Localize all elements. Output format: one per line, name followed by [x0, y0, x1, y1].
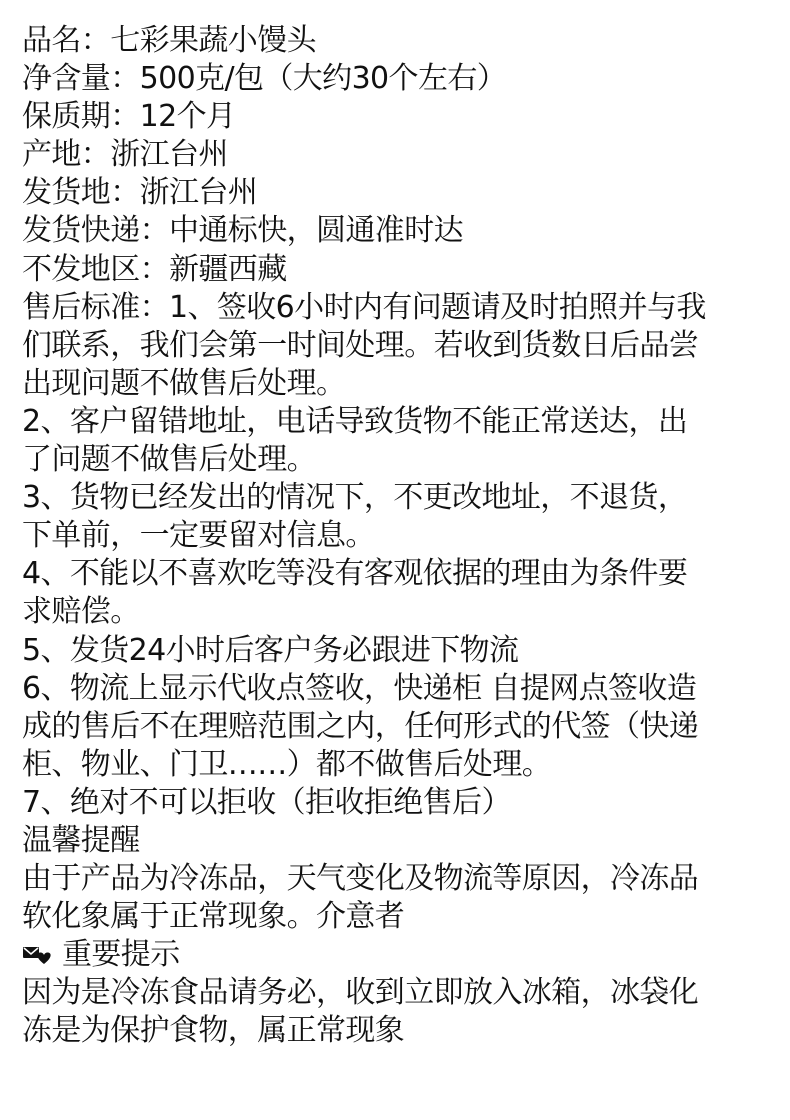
after-sales-item-6	[22, 670, 772, 784]
after-sales-item-5: 5、发货24小时后客户务必跟进下物流	[22, 632, 519, 668]
important-heading-row	[22, 936, 772, 974]
important-body	[22, 974, 772, 1050]
important-heading: 重要提示	[62, 937, 180, 973]
origin: 产地：浙江台州	[22, 137, 228, 173]
after-sales-item-1-line: 们联系，我们会第一时间处理。若收到货数日后品尝	[22, 327, 699, 363]
no-ship-regions: 不发地区：新疆西藏	[22, 251, 287, 287]
after-sales-item-4	[22, 555, 772, 631]
after-sales-item-6-line: 成的售后不在理赔范围之内，任何形式的代签（快递	[22, 708, 699, 744]
after-sales-item-4-line: 4、不能以不喜欢吃等没有客观依据的理由为条件要	[22, 556, 688, 592]
courier: 发货快递：中通标快，圆通准时达	[22, 213, 463, 249]
net-weight: 净含量：500克/包（大约30个左右）	[22, 61, 507, 97]
product-description	[22, 22, 772, 1051]
after-sales-item-2-line: 2、客户留错地址，电话导致货物不能正常送达，出	[22, 403, 688, 439]
after-sales-item-2	[22, 403, 772, 479]
important-line: 冻是为保护食物，属正常现象	[22, 1013, 405, 1049]
after-sales-item-2-line: 了问题不做售后处理。	[22, 442, 316, 478]
product-name: 品名：七彩果蔬小馒头	[22, 23, 316, 58]
important-line: 因为是冷冻食品请务必，收到立即放入冰箱，冰袋化	[22, 975, 699, 1011]
after-sales-item-6-line: 柜、物业、门卫……）都不做售后处理。	[22, 746, 552, 782]
after-sales-item-1-line: 出现问题不做售后处理。	[22, 365, 346, 401]
after-sales-item-1	[22, 289, 772, 403]
warm-tip-line: 由于产品为冷冻品，天气变化及物流等原因，冷冻品	[22, 861, 699, 897]
shelf-life: 保质期：12个月	[22, 99, 236, 135]
after-sales-item-3-line: 3、货物已经发出的情况下，不更改地址，不退货，	[22, 480, 688, 516]
after-sales-item-6-line: 6、物流上显示代收点签收，快递柜 自提网点签收造	[22, 670, 697, 706]
after-sales-item-1-line: 售后标准：1、签收6小时内有问题请及时拍照并与我	[22, 289, 706, 325]
mail-heart-icon	[22, 943, 52, 967]
after-sales-item-3-line: 下单前，一定要留对信息。	[22, 518, 375, 554]
after-sales-item-3	[22, 479, 772, 555]
warm-tip-heading: 温馨提醒	[22, 822, 140, 858]
after-sales-item-4-line: 求赔偿。	[22, 594, 140, 630]
warm-tip-body	[22, 860, 772, 936]
after-sales-item-7: 7、绝对不可以拒收（拒收拒绝售后）	[22, 784, 511, 820]
warm-tip-line: 软化象属于正常现象。介意者	[22, 899, 405, 935]
ship-from: 发货地：浙江台州	[22, 175, 258, 211]
